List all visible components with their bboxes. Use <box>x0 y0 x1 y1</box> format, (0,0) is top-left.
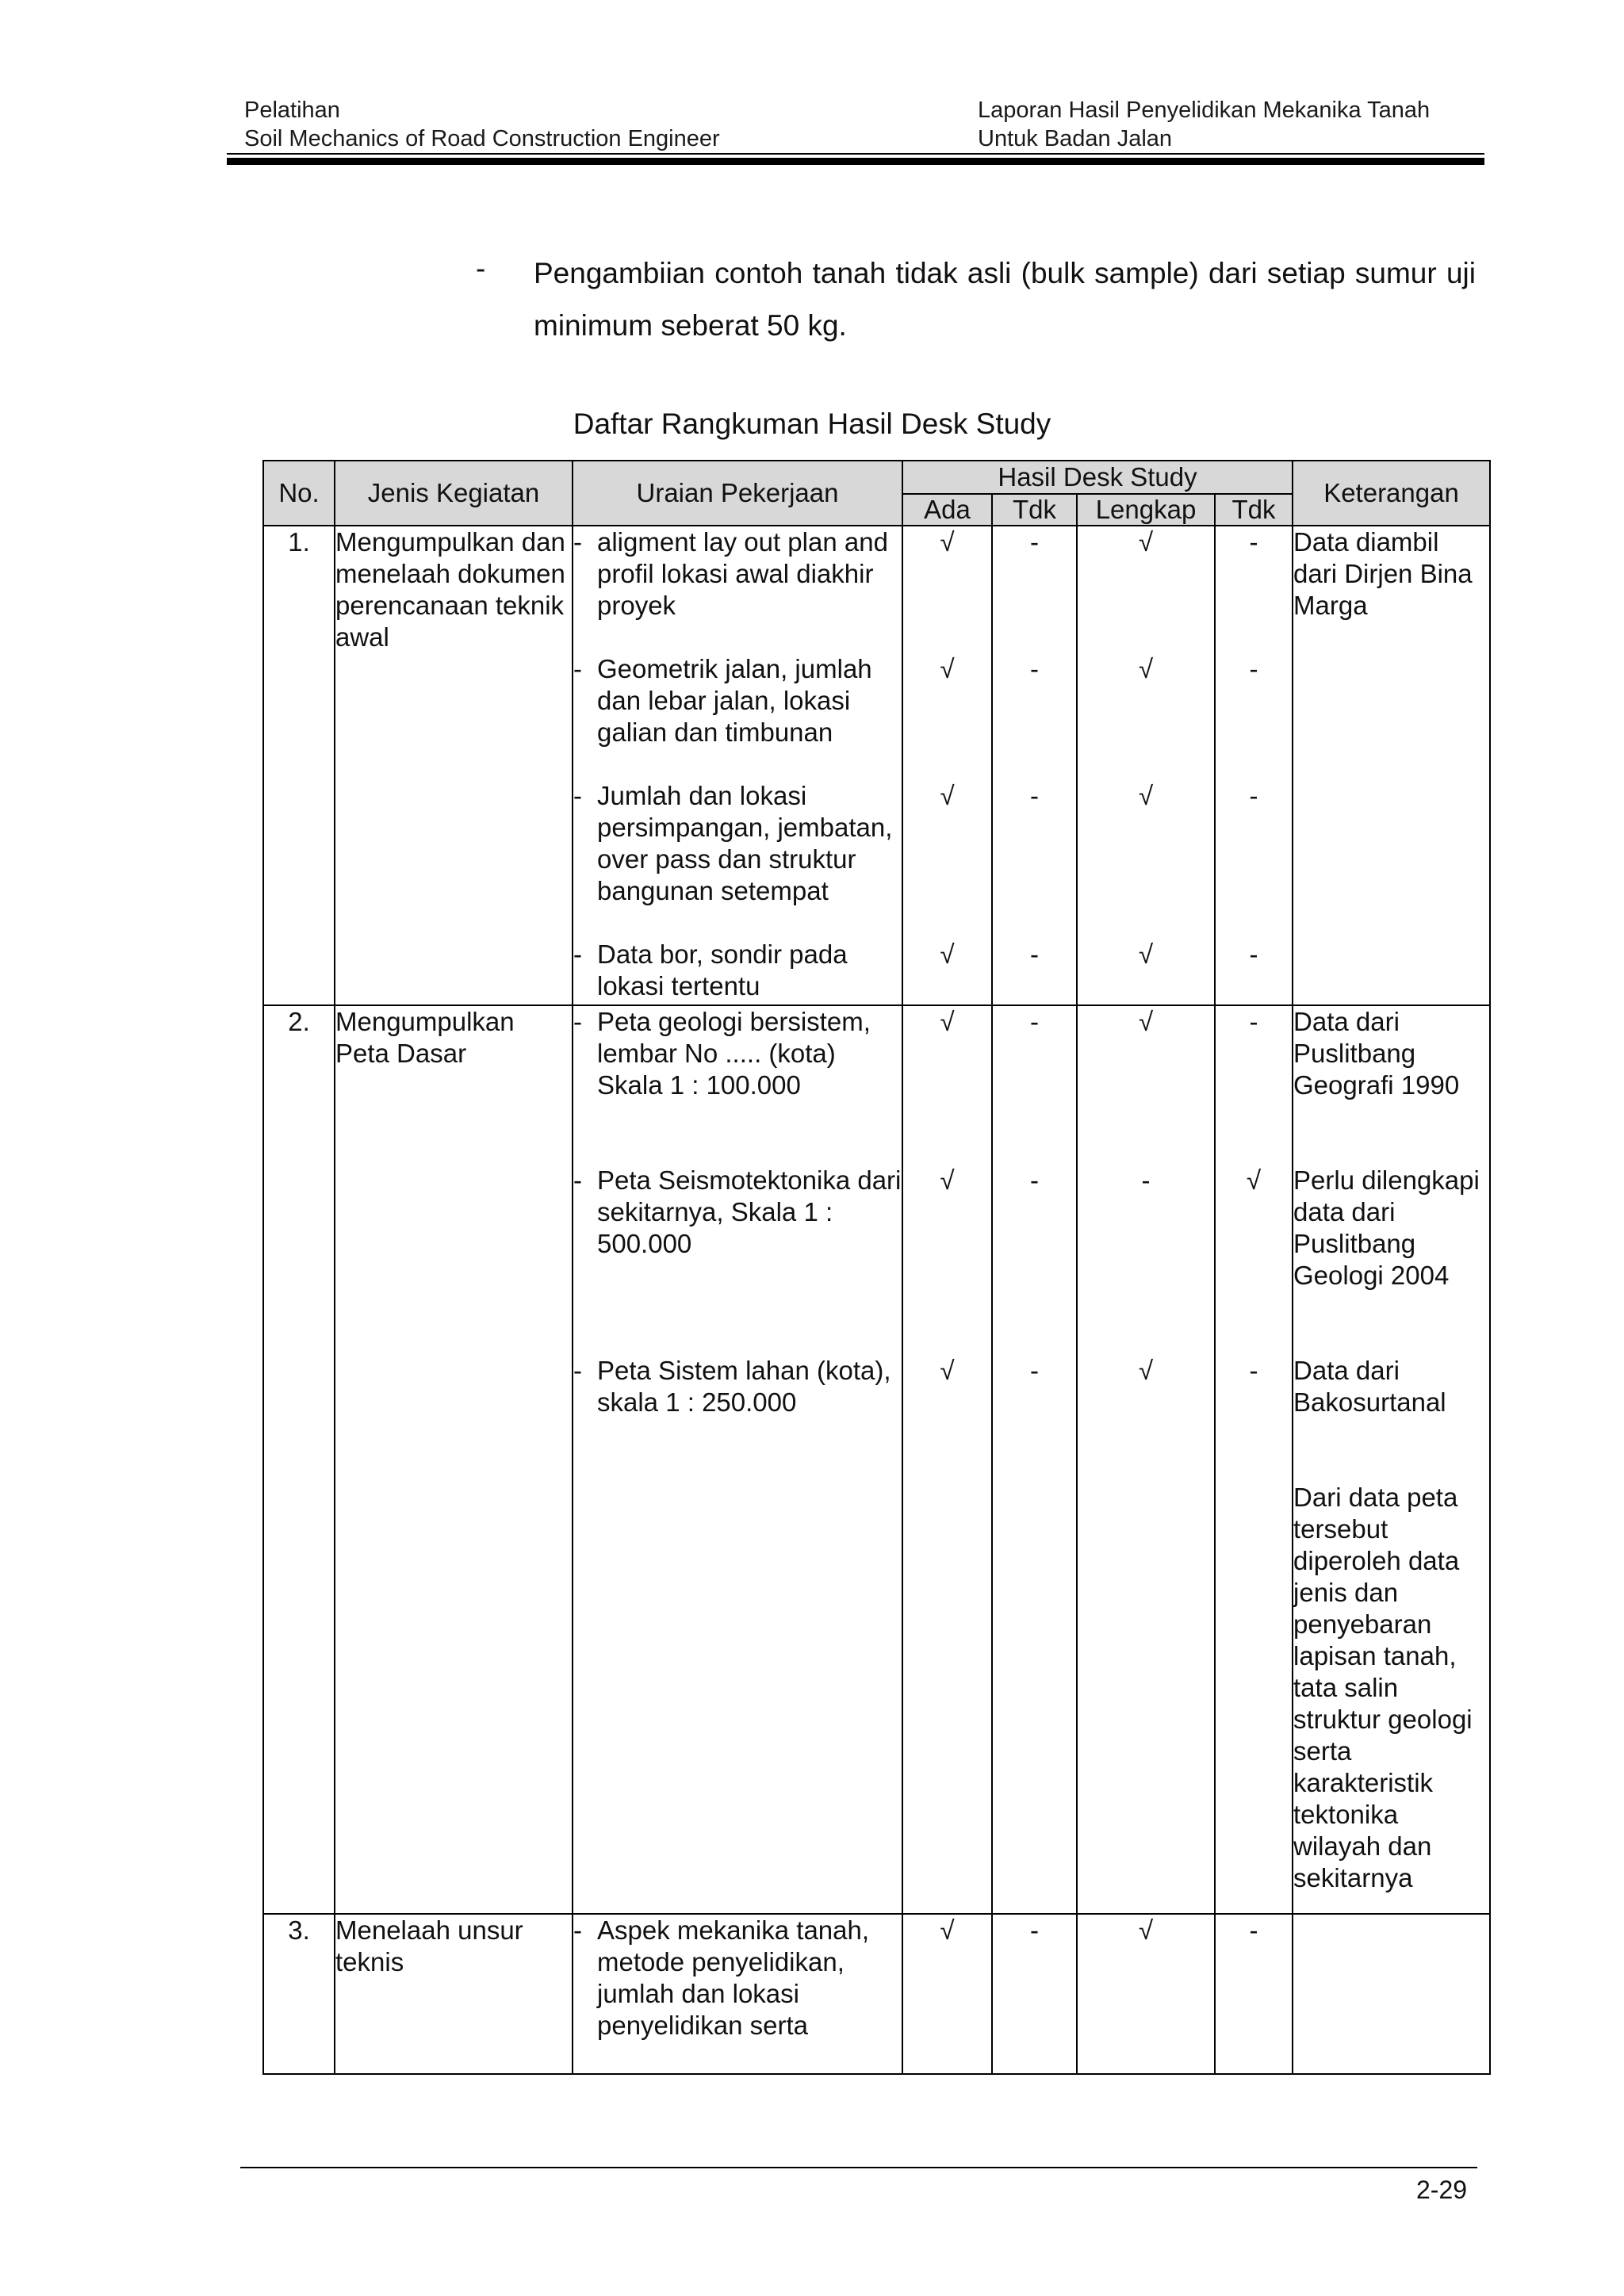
intro-bullet: - <box>476 252 486 285</box>
table-caption: Daftar Rangkuman Hasil Desk Study <box>573 408 1051 440</box>
mark-ada: √ <box>902 1914 992 2074</box>
header-ada: Ada <box>902 494 992 526</box>
work-item: - Peta geologi bersistem, lembar No ..... (kota) Skala 1 : 100.000 <box>573 1007 871 1100</box>
work-description <box>573 526 902 1005</box>
remarks <box>1293 526 1490 1005</box>
desk-study-table <box>262 460 1491 2075</box>
header-uraian-pekerjaan: Uraian Pekerjaan <box>573 461 902 526</box>
table-row <box>263 1914 1490 2074</box>
header-hasil-desk-study: Hasil Desk Study <box>902 461 1293 494</box>
work-item: - Jumlah dan lokasi persimpangan, jembatan, over pass dan struktur bangunan setempat <box>573 781 893 905</box>
mark-lengkap: √ √ √ √ <box>1077 526 1215 1005</box>
header-tdk-2: Tdk <box>1215 494 1293 526</box>
remark-text: Dari data peta tersebut diperoleh data jenis dan penyebaran lapisan tanah, tata salin struktur geologi serta karakteristik tektonika wilayah dan sekitarnya <box>1293 1483 1473 1892</box>
activity-name: Mengumpulkan Peta Dasar <box>335 1005 573 1914</box>
work-description <box>573 1914 902 2074</box>
header-keterangan: Keterangan <box>1293 461 1490 526</box>
header-rule-thick <box>227 158 1484 165</box>
work-item: - Peta Seismotektonika dari sekitarnya, Skala 1 : 500.000 <box>573 1165 902 1258</box>
mark-tdk: - - - - <box>992 526 1077 1005</box>
remark-text: Data dari Bakosurtanal <box>1293 1356 1446 1417</box>
header-left-line2: Soil Mechanics of Road Construction Engineer <box>244 126 720 151</box>
header-left-line1: Pelatihan <box>244 98 340 123</box>
mark-ada: √ √ √ <box>902 1005 992 1914</box>
row-number: 3. <box>263 1914 335 2074</box>
work-item: - Geometrik jalan, jumlah dan lebar jalan, lokasi galian dan timbunan <box>573 654 872 747</box>
work-item: - aligment lay out plan and profil lokasi awal diakhir proyek <box>573 527 888 620</box>
activity-name: Mengumpulkan dan menelaah dokumen perencanaan teknik awal <box>335 526 573 1005</box>
activity-name: Menelaah unsur teknis <box>335 1914 573 2074</box>
work-item: - Aspek mekanika tanah, metode penyelidikan, jumlah dan lokasi penyelidikan serta <box>573 1915 870 2040</box>
remark-text: Data dari Puslitbang Geografi 1990 <box>1293 1007 1460 1100</box>
work-description <box>573 1005 902 1914</box>
table-row <box>263 1005 1490 1914</box>
header-jenis-kegiatan: Jenis Kegiatan <box>335 461 573 526</box>
row-number: 2. <box>263 1005 335 1914</box>
mark-tdk-2: - - - - <box>1215 526 1293 1005</box>
mark-tdk-2: - <box>1215 1914 1293 2074</box>
remark-text: Perlu dilengkapi data dari Puslitbang Geologi 2004 <box>1293 1165 1480 1290</box>
footer-rule <box>240 2167 1477 2168</box>
table-row <box>263 526 1490 1005</box>
row-number: 1. <box>263 526 335 1005</box>
remarks <box>1293 1914 1490 2074</box>
mark-tdk: - - - <box>992 1005 1077 1914</box>
remark-text: Data diambil dari Dirjen Bina Marga <box>1293 527 1473 620</box>
header-right-line2: Untuk Badan Jalan <box>978 126 1173 151</box>
work-item: - Data bor, sondir pada lokasi tertentu <box>573 939 848 1001</box>
intro-paragraph: Pengambiian contoh tanah tidak asli (bulk sample) dari setiap sumur uji minimum seberat 50 kg. <box>534 257 1476 342</box>
header-right-line1: Laporan Hasil Penyelidikan Mekanika Tanah <box>978 98 1431 123</box>
header-lengkap: Lengkap <box>1077 494 1215 526</box>
page-number: 2-29 <box>1416 2175 1468 2204</box>
header-left <box>244 96 720 153</box>
header-right <box>978 96 1430 153</box>
mark-lengkap: √ - √ <box>1077 1005 1215 1914</box>
mark-lengkap: √ <box>1077 1914 1215 2074</box>
header-tdk: Tdk <box>992 494 1077 526</box>
mark-tdk-2: - √ - <box>1215 1005 1293 1914</box>
mark-tdk: - <box>992 1914 1077 2074</box>
header-no: No. <box>263 461 335 526</box>
work-item: - Peta Sistem lahan (kota), skala 1 : 250.000 <box>573 1356 891 1417</box>
remarks <box>1293 1005 1490 1914</box>
mark-ada: √ √ √ √ <box>902 526 992 1005</box>
header-rule-thin <box>227 153 1484 155</box>
